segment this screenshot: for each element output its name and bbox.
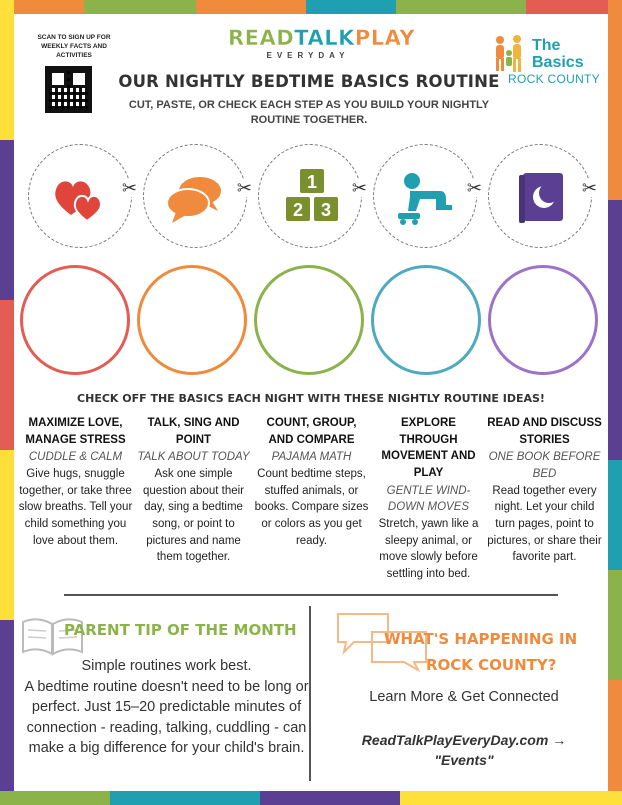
column-subtitle: TALK ABOUT TODAY	[137, 451, 250, 464]
happening-title-line2: ROCK COUNTY?	[426, 656, 557, 675]
happening-title-line1: WHAT'S HAPPENING IN	[384, 630, 578, 648]
scissors-icon: ✂	[466, 178, 482, 198]
logo-letter: A	[384, 26, 400, 50]
column-title: EXPLORE THROUGH MOVEMENT AND PLAY	[381, 417, 476, 480]
website-link[interactable]	[329, 730, 599, 771]
logo-letter: K	[338, 26, 355, 50]
family-icon	[490, 34, 530, 74]
column-subtitle: GENTLE WIND-DOWN MOVES	[386, 484, 471, 514]
parent-tip-text	[24, 656, 309, 759]
parent-tip-lead: Simple routines work best.	[81, 658, 252, 674]
routine-column-count	[254, 415, 369, 549]
logo-letter: R	[228, 26, 245, 50]
paste-circle-5[interactable]	[488, 265, 598, 375]
logo-letter: E	[244, 26, 260, 50]
the-basics-logo	[490, 34, 600, 86]
logo-letter: Y	[399, 26, 416, 50]
column-title: READ AND DISCUSS STORIES	[487, 417, 602, 446]
logo-letter: T	[294, 26, 308, 50]
logo-letter: A	[307, 26, 325, 50]
paste-circle-3[interactable]	[254, 265, 364, 375]
website-url[interactable]: ReadTalkPlayEveryDay.com →	[361, 732, 567, 748]
cutout-explore[interactable]	[373, 144, 482, 248]
learn-more-text: Learn More & Get Connected	[369, 689, 559, 705]
cutout-love[interactable]	[28, 144, 137, 248]
events-label[interactable]: "Events"	[434, 752, 494, 769]
column-subtitle: CUDDLE & CALM	[28, 451, 123, 464]
block-digit-3: 3	[320, 200, 332, 220]
column-title: TALK, SING AND POINT	[147, 417, 240, 446]
logo-letter: P	[354, 26, 371, 50]
routine-column-explore	[371, 415, 486, 583]
logo-basics: Basics	[532, 54, 584, 71]
column-body: Count bedtime steps, stuffed animals, or books. Compare sizes or colors as you get ready.	[254, 468, 369, 547]
logo-letter: A	[259, 26, 277, 50]
hearts-icon	[51, 167, 111, 227]
cutout-talk[interactable]	[143, 144, 252, 248]
readtalkplay-logo	[228, 26, 416, 60]
worksheet-page	[14, 14, 608, 791]
check-heading: CHECK OFF THE BASICS EACH NIGHT WITH THESE NIGHTLY ROUTINE IDEAS!	[77, 392, 545, 405]
logo-subtext: EVERYDAY	[266, 51, 350, 60]
number-blocks-icon	[281, 167, 341, 227]
column-subtitle: ONE BOOK BEFORE BED	[488, 451, 601, 481]
happening-title	[384, 626, 589, 679]
speech-bubbles-icon	[166, 167, 226, 227]
cutout-count[interactable]	[258, 144, 367, 248]
qr-note: SCAN TO SIGN UP FOR WEEKLY FACTS AND ACTIVITIES	[37, 34, 111, 59]
column-body: Give hugs, snuggle together, or take three slow breaths. Tell your child something you love about them.	[18, 468, 133, 547]
page-subtitle: CUT, PASTE, OR CHECK EACH STEP AS YOU BUILD YOUR NIGHTLY ROUTINE TOGETHER.	[128, 99, 490, 127]
scissors-icon: ✂	[581, 178, 597, 198]
column-title: COUNT, GROUP, AND COMPARE	[266, 417, 357, 446]
scissors-icon: ✂	[236, 178, 252, 198]
logo-region: ROCK COUNTY	[508, 72, 600, 86]
scissors-icon: ✂	[121, 178, 137, 198]
parent-tip-title: PARENT TIP OF THE MONTH	[64, 621, 297, 639]
routine-column-read	[487, 415, 602, 566]
block-digit-2: 2	[292, 200, 304, 220]
section-divider	[64, 594, 558, 596]
logo-wordmark	[228, 26, 416, 50]
paste-circle-1[interactable]	[20, 265, 130, 375]
scissors-icon: ✂	[351, 178, 367, 198]
column-body: Ask one simple question about their day, sing a bedtime song, or point to pictures and name them together.	[142, 468, 245, 564]
logo-letter: L	[370, 26, 385, 50]
qr-code[interactable]	[45, 66, 92, 113]
column-title: MAXIMIZE LOVE, MANAGE STRESS	[25, 417, 126, 446]
page-title: OUR NIGHTLY BEDTIME BASICS ROUTINE	[118, 72, 500, 91]
crawling-baby-icon	[396, 167, 456, 227]
book-moon-icon	[511, 167, 571, 227]
routine-column-love	[18, 415, 133, 549]
column-body: Stretch, yawn like a sleepy animal, or move slowly before settling into bed.	[378, 518, 479, 581]
cutout-read[interactable]	[488, 144, 597, 248]
logo-the: The	[532, 37, 561, 54]
logo-letter: D	[276, 26, 295, 50]
block-digit-1: 1	[306, 172, 318, 192]
column-subtitle: PAJAMA MATH	[271, 451, 352, 464]
paste-circle-4[interactable]	[371, 265, 481, 375]
paste-circle-2[interactable]	[137, 265, 247, 375]
column-body: Read together every night. Let your child turn pages, point to pictures, or share their favorite part.	[487, 484, 602, 564]
routine-column-talk	[136, 415, 251, 566]
column-divider	[309, 606, 311, 781]
logo-letter: L	[324, 26, 339, 50]
parent-tip-body: A bedtime routine doesn't need to be long or perfect. Just 15–20 predictable minutes of connection - reading, talking, cuddling - can make a big difference for your child's brain.	[24, 678, 309, 757]
